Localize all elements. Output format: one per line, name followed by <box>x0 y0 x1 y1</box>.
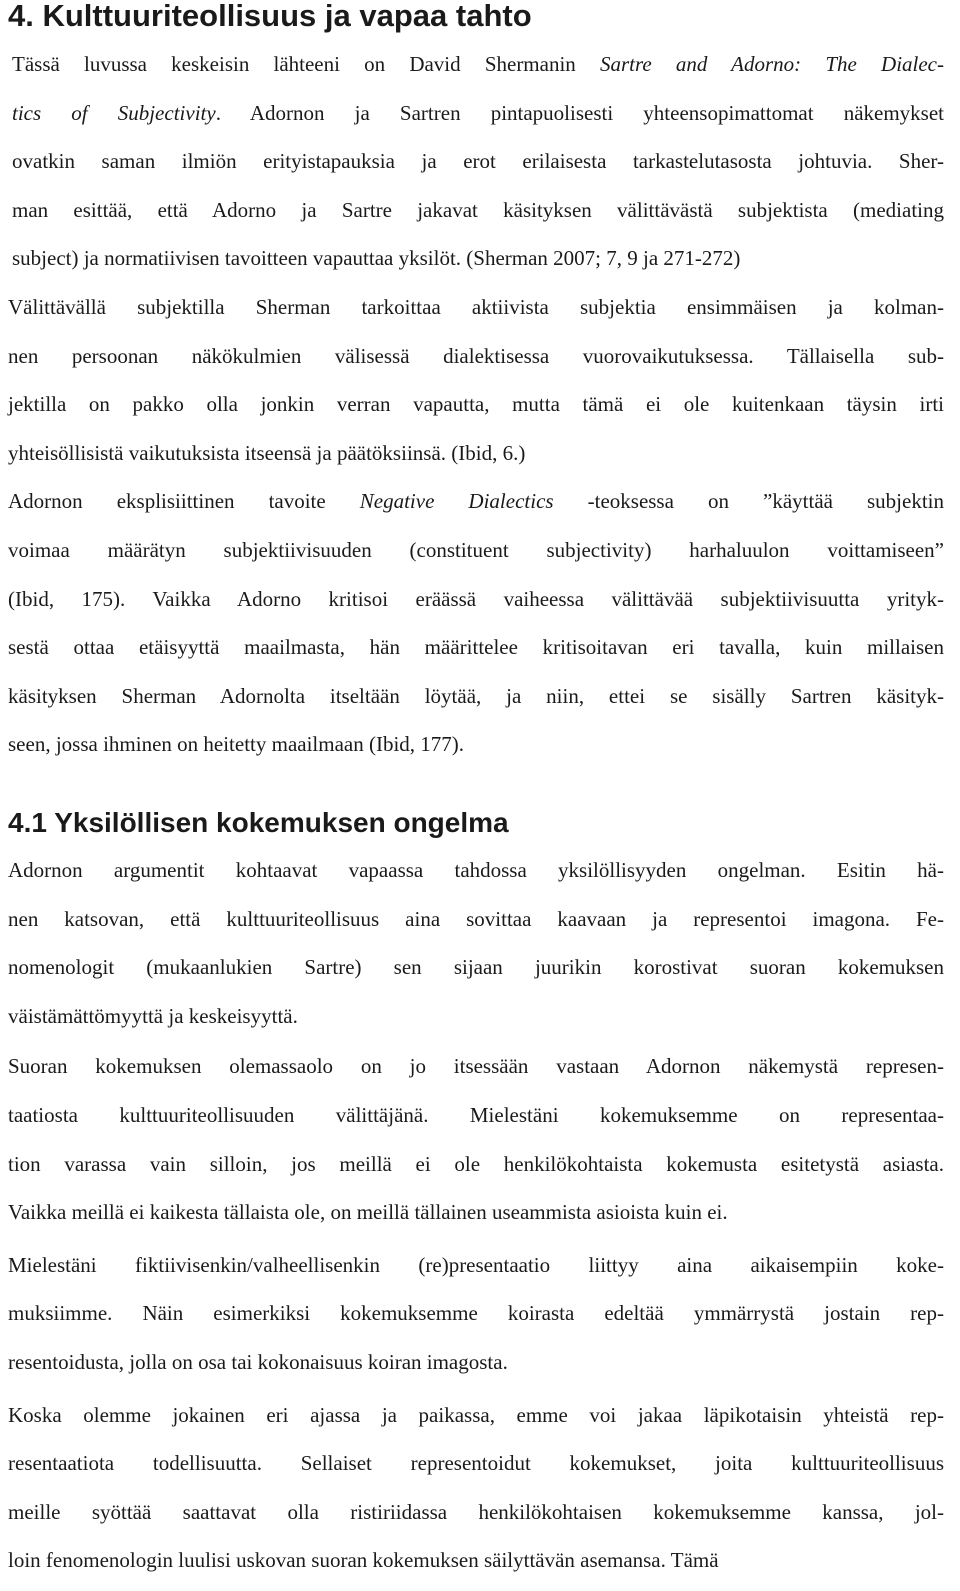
text-line: seen, jossa ihminen on heitetty maailmaan (Ibid, 177). <box>8 732 465 757</box>
section-title: 4.1 Yksilöllisen kokemuksen ongelma <box>8 807 509 838</box>
text-line: tion varassa vain silloin, jos meillä ei ole henkilökohtaista kokemusta esitetystä asiasta. <box>8 1151 944 1176</box>
paragraph <box>8 477 944 769</box>
text-line: nen katsovan, että kulttuuriteollisuus aina sovittaa kaavaan ja representoi imagona. Fe- <box>8 906 944 931</box>
text-line: (Ibid, 175). Vaikka Adorno kritisoi eräässä vaiheessa välittävää subjektiivisuutta yrityk- <box>8 586 944 611</box>
text-line: resentaatiota todellisuutta. Sellaiset representoidut kokemukset, joita kulttuuriteollisuus <box>8 1451 944 1476</box>
text-line: Koska olemme jokainen eri ajassa ja paikassa, emme voi jakaa läpikotaisin yhteistä rep- <box>8 1402 944 1427</box>
text-line: Tässä luvussa keskeisin lähteeni on David Shermanin Sartre and Adorno: The Dialec- <box>12 52 944 76</box>
text-line: Suoran kokemuksen olemassaolo on jo itsessään vastaan Adornon näkemystä represen- <box>8 1054 944 1079</box>
paragraph <box>8 283 944 477</box>
text-line: käsityksen Sherman Adornolta itseltään löytää, ja niin, ettei se sisälly Sartren käsityk- <box>8 683 944 708</box>
text-line: taatiosta kulttuuriteollisuuden välittäjänä. Mielestäni kokemuksemme on representaa- <box>8 1102 944 1127</box>
paragraph <box>8 1241 944 1387</box>
text-line: väistämättömyyttä ja keskeisyyttä. <box>8 1003 298 1028</box>
text-line: man esittää, että Adorno ja Sartre jakavat käsityksen välittävästä subjektista (mediating <box>12 197 944 222</box>
chapter-body <box>8 40 944 769</box>
text-line: jektilla on pakko olla jonkin verran vapautta, mutta tämä ei ole kuitenkaan täysin irti <box>8 392 944 417</box>
text-line: resentoidusta, jolla on osa tai kokonaisuus koiran imagosta. <box>8 1349 508 1374</box>
text-line: Välittävällä subjektilla Sherman tarkoittaa aktiivista subjektia ensimmäisen ja kolman- <box>8 294 944 319</box>
chapter-title: 4. Kulttuuriteollisuus ja vapaa tahto <box>8 0 532 33</box>
paragraph <box>8 1042 944 1236</box>
text-line: tics of Subjectivity. Adornon ja Sartren pintapuolisesti yhteensopimattomat näkemykset <box>12 100 945 125</box>
text-line: sestä ottaa etäisyyttä maailmasta, hän määrittelee kritisoitavan eri tavalla, kuin millaisen <box>8 635 944 660</box>
text-line: meille syöttää saattavat olla ristiriidassa henkilökohtaisen kokemuksemme kanssa, jol- <box>8 1499 944 1524</box>
paragraph <box>8 846 944 1040</box>
text-line: voimaa määrätyn subjektiivisuuden (constituent subjectivity) harhaluulon voittamiseen” <box>8 537 944 562</box>
text-line: loin fenomenologin luulisi uskovan suoran kokemuksen säilyttävän asemansa. Tämä <box>8 1548 719 1573</box>
text-line: Adornon eksplisiittinen tavoite Negative Dialectics -teoksessa on ”käyttää subjektin <box>8 489 944 514</box>
text-line: subject) ja normatiivisen tavoitteen vapauttaa yksilöt. (Sherman 2007; 7, 9 ja 271-272) <box>12 246 741 271</box>
text-line: nen persoonan näkökulmien välisessä dialektisessa vuorovaikutuksessa. Tällaisella sub- <box>8 343 944 368</box>
text-line: Mielestäni fiktiivisenkin/valheellisenkin (re)presentaatio liittyy aina aikaisempiin koke- <box>8 1252 944 1277</box>
text-line: nomenologit (mukaanlukien Sartre) sen sijaan juurikin korostivat suoran kokemuksen <box>8 955 944 980</box>
text-line: ovatkin saman ilmiön erityistapauksia ja erot erilaisesta tarkastelutasosta johtuvia. Sher- <box>12 149 944 174</box>
text-line: yhteisöllisistä vaikutuksista itseensä ja päätöksiinsä. (Ibid, 6.) <box>8 440 526 465</box>
text-line: Vaikka meillä ei kaikesta tällaista ole, on meillä tällainen useammista asioista kuin ei. <box>8 1200 728 1225</box>
paragraph <box>8 1391 944 1585</box>
text-line: Adornon argumentit kohtaavat vapaassa tahdossa yksilöllisyyden ongelman. Esitin hä- <box>8 858 944 882</box>
section-body <box>8 846 944 1585</box>
paragraph <box>8 40 944 283</box>
text-line: muksiimme. Näin esimerkiksi kokemuksemme koirasta edeltää ymmärrystä jostain rep- <box>8 1301 944 1326</box>
